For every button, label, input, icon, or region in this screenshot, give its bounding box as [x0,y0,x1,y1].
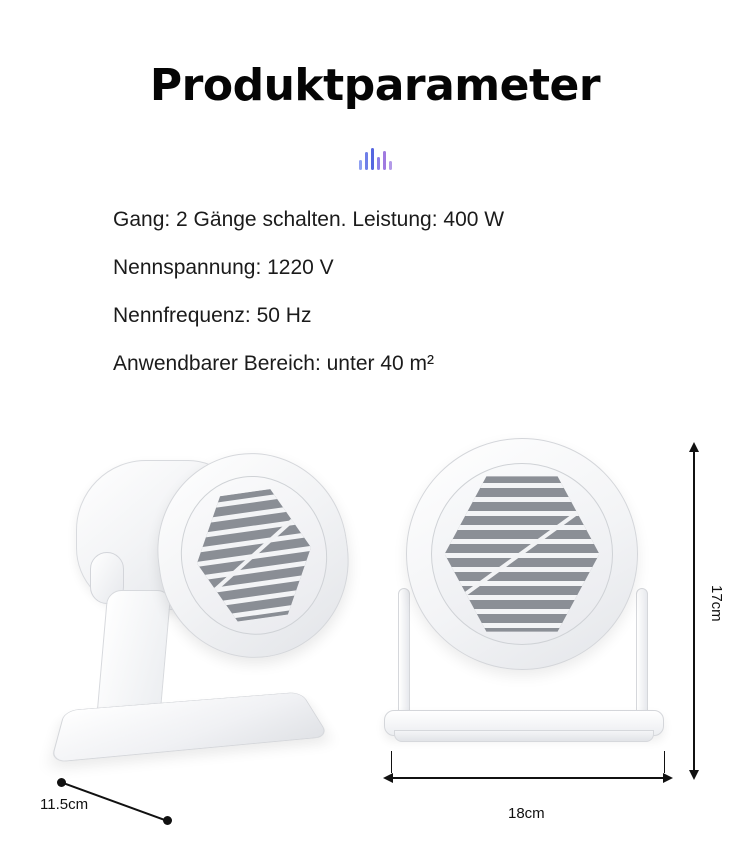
dimension-shaft [391,777,665,779]
depth-dimension-label: 11.5cm [40,796,89,813]
fan-housing [406,438,638,670]
fan-yoke-right [636,588,648,718]
wave-bar [359,160,362,170]
width-dimension-label: 18cm [508,805,545,822]
fan-base [50,692,329,763]
dimension-tick [664,751,665,773]
fan-grill-hex [445,475,600,633]
wave-bar [377,157,380,170]
fan-grill [431,463,613,645]
arrow-down-icon [689,770,699,780]
fan-grill-diagonal [201,507,306,602]
spec-item-area: Anwendbarer Bereich: unter 40 m² [113,352,434,376]
wave-bar [389,161,392,170]
dimension-endpoint-dot [163,816,172,825]
spec-item-power: Gang: 2 Gänge schalten. Leistung: 400 W [113,208,505,232]
fan-yoke-left [398,588,410,718]
dimension-tick [391,751,392,773]
height-dimension-label: 17cm [708,585,725,622]
fan-base-foot [394,730,654,742]
dimension-shaft [693,450,695,772]
fan-grill-hex [188,482,320,629]
fan-grill [171,466,338,644]
wave-bar [371,148,374,170]
fan-front-view [378,438,678,788]
sound-wave-icon [0,144,750,170]
wave-bar [383,151,386,170]
fan-angled-view [62,440,362,785]
fan-arm [97,590,172,715]
spec-item-frequency: Nennfrequenz: 50 Hz [113,304,312,328]
spec-list [0,196,750,388]
spec-item-voltage: Nennspannung: 1220 V [113,256,334,280]
page-title: Produktparameter [149,60,601,111]
wave-bar [365,152,368,170]
arrow-right-icon [663,773,673,783]
